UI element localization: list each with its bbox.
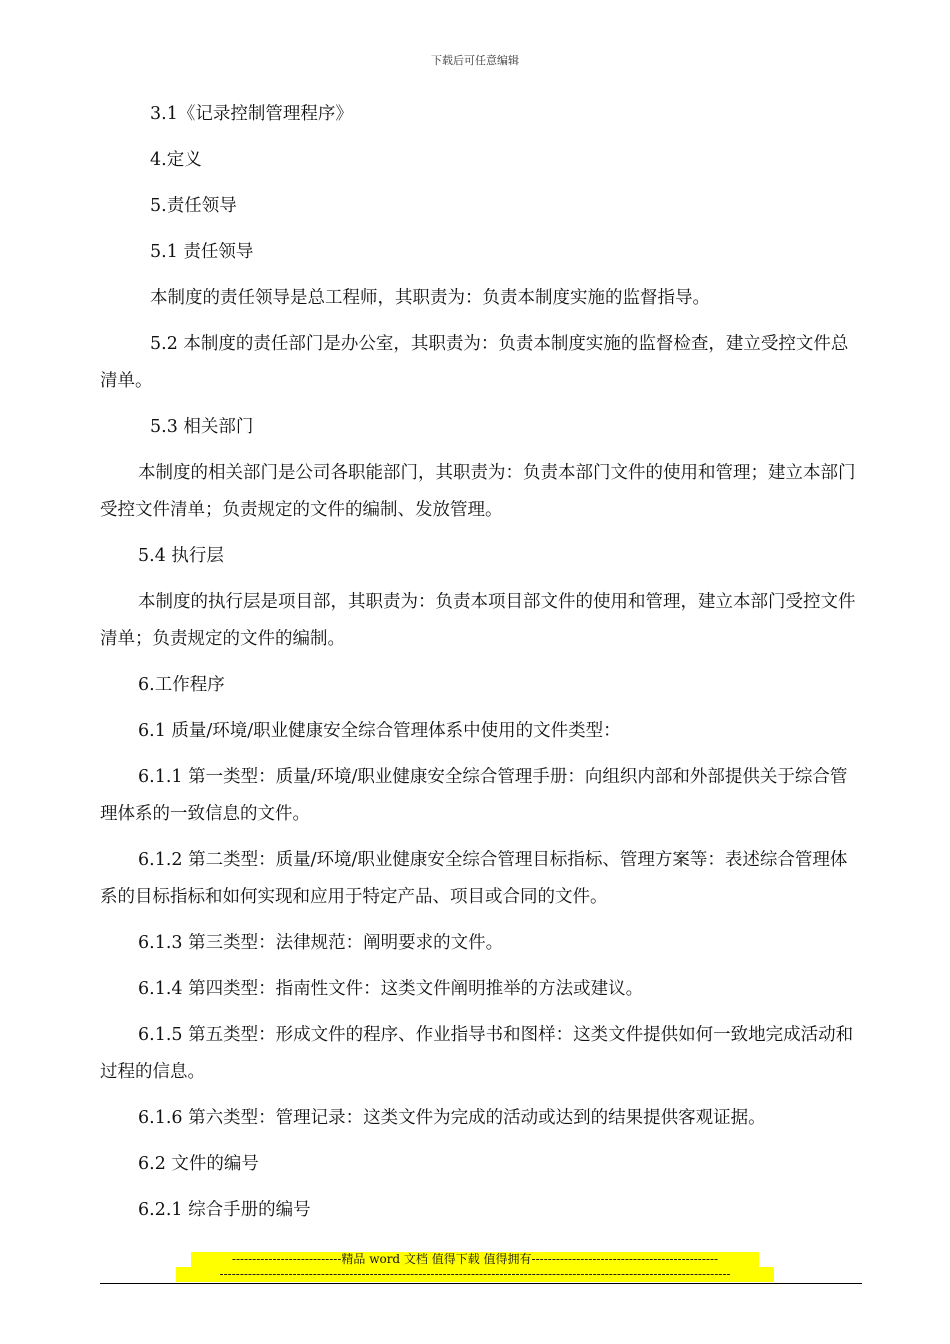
footer-divider [100, 1283, 862, 1284]
paragraph: 6.工作程序 [138, 675, 225, 695]
paragraph: 本制度的执行层是项目部，其职责为：负责本项目部文件的使用和管理，建立本部门受控文件清单；负责规定的文件的编制。 [100, 592, 856, 649]
page-header: 下载后可任意编辑 [431, 54, 519, 67]
paragraph: 6.2.1 综合手册的编号 [138, 1200, 311, 1220]
paragraph: 6.1 质量/环境/职业健康安全综合管理体系中使用的文件类型： [138, 721, 621, 741]
paragraph: 本制度的相关部门是公司各职能部门，其职责为：负责本部门文件的使用和管理；建立本部门受控文件清单；负责规定的文件的编制、发放管理。 [100, 463, 856, 520]
paragraph: 4.定义 [150, 150, 202, 170]
paragraph: 5.2 本制度的责任部门是办公室，其职责为：负责本制度实施的监督检查，建立受控文件总清单。 [100, 334, 849, 391]
paragraph: 6.1.6 第六类型：管理记录：这类文件为完成的活动或达到的结果提供客观证据。 [138, 1108, 766, 1128]
paragraph: 6.1.4 第四类型：指南性文件：这类文件阐明推举的方法或建议。 [138, 979, 644, 999]
paragraph: 6.1.1 第一类型：质量/环境/职业健康安全综合管理手册：向组织内部和外部提供关于综合管理体系的一致信息的文件。 [100, 767, 848, 824]
paragraph: 5.4 执行层 [138, 546, 224, 566]
paragraph: 6.1.3 第三类型：法律规范：阐明要求的文件。 [138, 933, 504, 953]
paragraph: 5.责任领导 [150, 196, 237, 216]
paragraph: 6.1.2 第二类型：质量/环境/职业健康安全综合管理目标指标、管理方案等：表述综合管理体系的目标指标和如何实现和应用于特定产品、项目或合同的文件。 [100, 850, 848, 907]
footer-banner-text: ---------------------------精品 word 文档 值得下载 值得拥有---------------------------------------------- [191, 1252, 759, 1267]
paragraph: 5.1 责任领导 [150, 242, 254, 262]
footer-dashes-text: ------------------------------------------------------------------------------------------------------------------------------ [176, 1267, 774, 1282]
paragraph: 6.2 文件的编号 [138, 1154, 259, 1174]
paragraph: 3.1《记录控制管理程序》 [150, 104, 353, 124]
paragraph: 5.3 相关部门 [150, 417, 254, 437]
paragraph: 6.1.5 第五类型：形成文件的程序、作业指导书和图样：这类文件提供如何一致地完成活动和过程的信息。 [100, 1025, 854, 1082]
document-body [100, 96, 862, 1238]
paragraph: 本制度的责任领导是总工程师，其职责为：负责本制度实施的监督指导。 [150, 288, 710, 308]
